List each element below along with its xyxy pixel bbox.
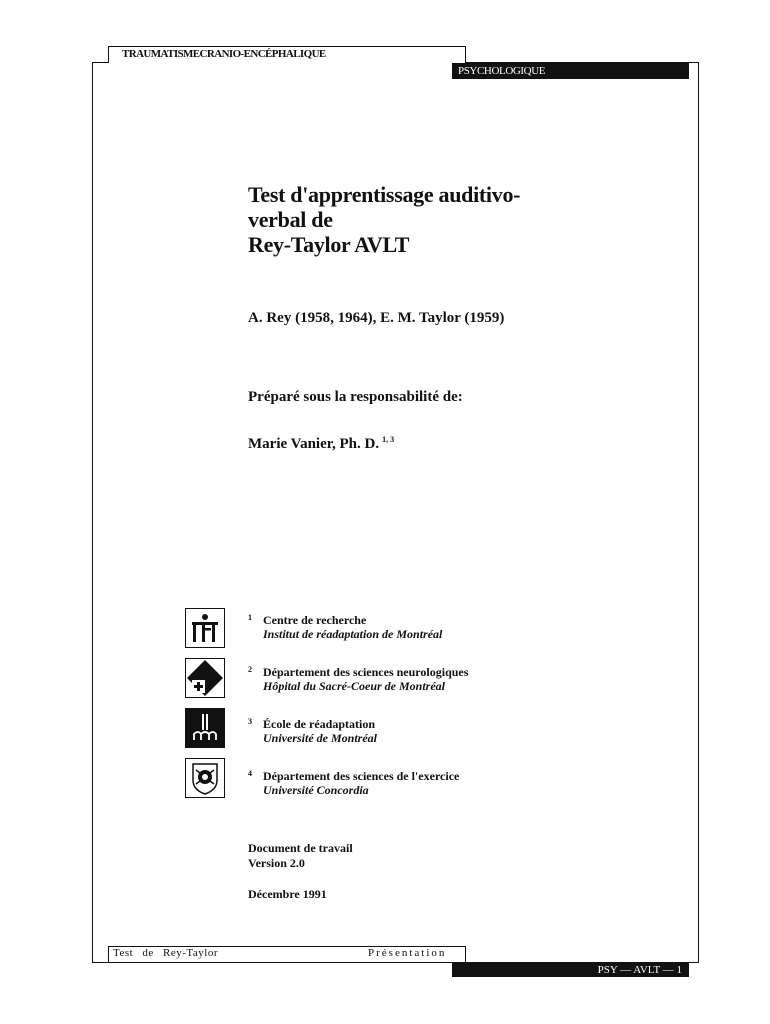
authors: A. Rey (1958, 1964), E. M. Taylor (1959) xyxy=(248,310,505,326)
header-category-label: PSYCHOLOGIQUE xyxy=(458,65,546,77)
affiliation-3-number: 3 xyxy=(248,717,252,726)
affiliation-2-name: Département des sciences neurologiques xyxy=(263,665,469,679)
affiliation-2-number: 2 xyxy=(248,665,252,674)
preparer-affiliation-refs: 1, 3 xyxy=(382,435,395,444)
footer-section: Présentation xyxy=(368,947,447,959)
document-date: Décembre 1991 xyxy=(248,887,327,901)
affiliation-4-institution: Université Concordia xyxy=(263,783,369,797)
affiliation-1-institution: Institut de réadaptation de Montréal xyxy=(263,627,443,641)
prepared-by-label: Préparé sous la responsabilité de: xyxy=(248,389,463,405)
affiliation-2-institution: Hôpital du Sacré-Coeur de Montréal xyxy=(263,679,446,693)
affiliation-3-name: École de réadaptation xyxy=(263,717,375,731)
concordia-logo-icon xyxy=(185,758,225,798)
footer-page-number: PSY — AVLT — 1 xyxy=(597,964,682,976)
affiliation-3-institution: Université de Montréal xyxy=(263,731,377,745)
hsc-logo-icon xyxy=(185,658,225,698)
document-type: Document de travail xyxy=(248,841,353,855)
document-title xyxy=(248,182,588,257)
preparer xyxy=(248,436,394,453)
header-section-label: TRAUMATISMECRANIO-ENCÉPHALIQUE xyxy=(122,48,326,60)
affiliation-4-name: Département des sciences de l'exercice xyxy=(263,769,460,783)
udem-logo-icon xyxy=(185,708,225,748)
title-line-1: Test d'apprentissage auditivo- xyxy=(248,182,521,207)
preparer-name: Marie Vanier, Ph. D. xyxy=(248,436,380,452)
irm-logo-icon xyxy=(185,608,225,648)
title-line-2: verbal de xyxy=(248,207,333,232)
document-version: Version 2.0 xyxy=(248,856,305,870)
footer-test-name: Test de Rey-Taylor xyxy=(113,947,218,959)
affiliation-4-number: 4 xyxy=(248,769,252,778)
title-line-3: Rey-Taylor AVLT xyxy=(248,232,410,257)
affiliation-1-number: 1 xyxy=(248,613,252,622)
affiliation-1-name: Centre de recherche xyxy=(263,613,367,627)
